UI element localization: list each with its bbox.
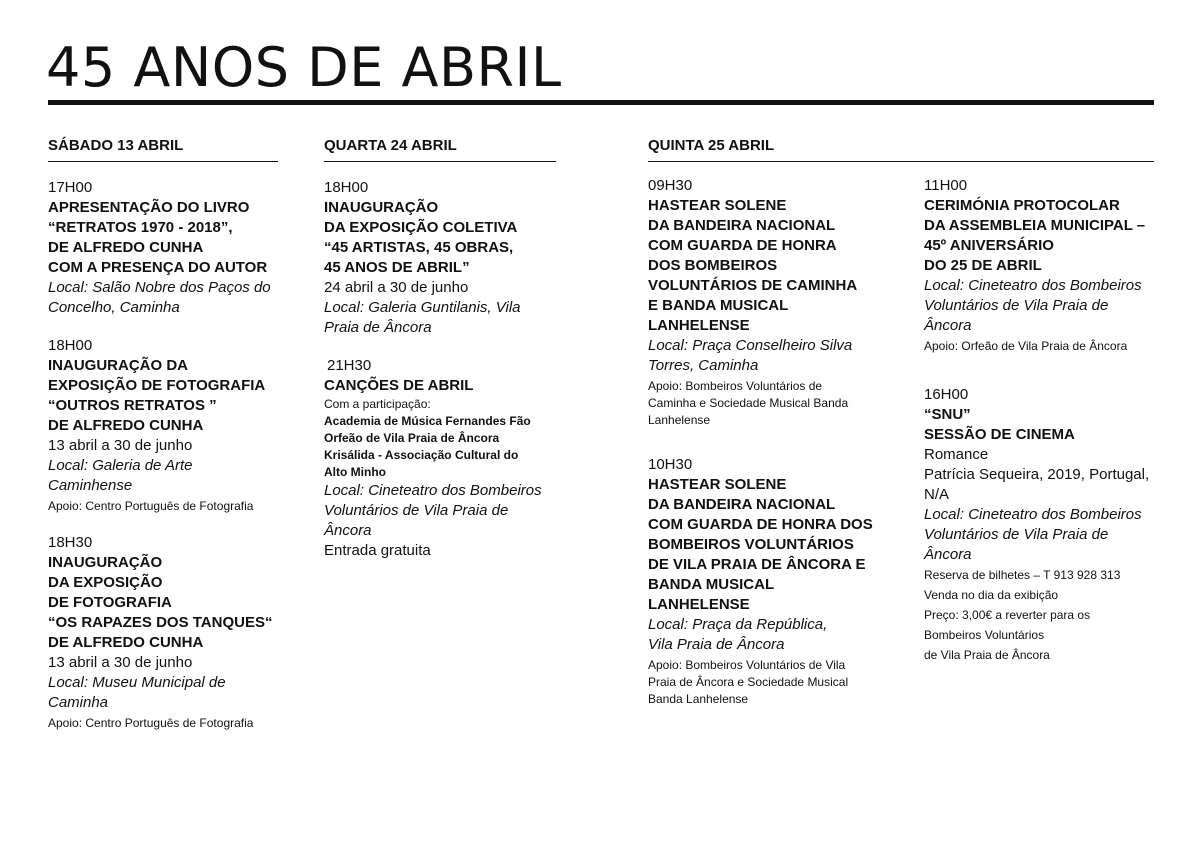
event-time: 17H00 xyxy=(48,179,93,196)
day-header: QUARTA 24 ABRIL xyxy=(324,136,556,162)
column-quinta-right xyxy=(924,176,1156,683)
event-support: Apoio: Bombeiros Voluntários de Caminha e Sociedade Musical Banda Lanhelense xyxy=(648,379,849,427)
column-quinta-left xyxy=(648,176,888,726)
event-time: 21H30 xyxy=(327,357,372,374)
event-time: 11H00 xyxy=(924,177,968,194)
event-support: Apoio: Orfeão de Vila Praia de Âncora xyxy=(924,339,1128,353)
event-location: Local: Galeria Guntilanis, Vila Praia de Âncora xyxy=(324,299,521,336)
column-sabado xyxy=(48,136,278,750)
event-quinta-1100 xyxy=(924,176,1156,355)
event-title: INAUGURAÇÃO DA EXPOSIÇÃO COLETIVA “45 ARTISTAS, 45 OBRAS, 45 ANOS DE ABRIL” xyxy=(324,199,518,276)
event-title: CANÇÕES DE ABRIL xyxy=(324,377,474,394)
event-entry: Entrada gratuita xyxy=(324,542,431,559)
film-info: Romance Patrícia Sequeira, 2019, Portugal, N/A xyxy=(924,446,1150,503)
event-quarta-2130 xyxy=(324,356,556,561)
event-time: 18H30 xyxy=(48,534,93,551)
event-time: 09H30 xyxy=(648,177,693,194)
participants-list: Academia de Música Fernandes Fão Orfeão de Vila Praia de Âncora Krisálida - Associação Cultural do Alto Minho xyxy=(324,414,531,479)
event-location: Local: Cineteatro dos Bombeiros Voluntários de Vila Praia de Âncora xyxy=(324,482,542,539)
ticket-notes: Reserva de bilhetes – T 913 928 313 Venda no dia da exibição Preço: 3,00€ a reverter para os Bombeiros Voluntários de Vila Praia de Âncora xyxy=(924,568,1121,662)
event-location: Local: Praça da República, Vila Praia de Âncora xyxy=(648,616,828,653)
page-title: 45 ANOS DE ABRIL xyxy=(46,36,562,99)
event-sabado-1830 xyxy=(48,533,278,732)
event-quinta-0930 xyxy=(648,176,888,429)
column-quinta xyxy=(648,136,1154,178)
event-dates: 13 abril a 30 de junho xyxy=(48,654,193,671)
event-title: “SNU” SESSÃO DE CINEMA xyxy=(924,406,1075,443)
event-quinta-1030 xyxy=(648,455,888,708)
event-dates: 13 abril a 30 de junho xyxy=(48,437,193,454)
event-time: 16H00 xyxy=(924,386,969,403)
event-sabado-1700 xyxy=(48,178,278,318)
event-title: HASTEAR SOLENE DA BANDEIRA NACIONAL COM GUARDA DE HONRA DOS BOMBEIROS VOLUNTÁRIOS DE CAMINHA E BANDA MUSICAL LANHELENSE xyxy=(648,197,858,334)
day-header: SÁBADO 13 ABRIL xyxy=(48,136,278,162)
event-location: Local: Museu Municipal de Caminha xyxy=(48,674,226,711)
event-location: Local: Cineteatro dos Bombeiros Voluntários de Vila Praia de Âncora xyxy=(924,506,1142,563)
event-dates: 24 abril a 30 de junho xyxy=(324,279,469,296)
event-quinta-1600 xyxy=(924,385,1156,665)
event-sabado-1800 xyxy=(48,336,278,515)
event-support: Apoio: Bombeiros Voluntários de Vila Praia de Âncora e Sociedade Musical Banda Lanhelense xyxy=(648,658,849,706)
event-title: HASTEAR SOLENE DA BANDEIRA NACIONAL COM GUARDA DE HONRA DOS BOMBEIROS VOLUNTÁRIOS DE VILA PRAIA DE ÂNCORA E BANDA MUSICAL LANHELENSE xyxy=(648,476,873,613)
event-title: INAUGURAÇÃO DA EXPOSIÇÃO DE FOTOGRAFIA “OS RAPAZES DOS TANQUES“ DE ALFREDO CUNHA xyxy=(48,554,273,651)
event-title: INAUGURAÇÃO DA EXPOSIÇÃO DE FOTOGRAFIA “OUTROS RETRATOS ” DE ALFREDO CUNHA xyxy=(48,357,266,434)
event-location: Local: Salão Nobre dos Paços do Concelho, Caminha xyxy=(48,279,271,316)
event-time: 10H30 xyxy=(648,456,693,473)
event-time: 18H00 xyxy=(324,179,369,196)
event-location: Local: Cineteatro dos Bombeiros Voluntários de Vila Praia de Âncora xyxy=(924,277,1142,334)
day-header: QUINTA 25 ABRIL xyxy=(648,136,1154,162)
event-support: Apoio: Centro Português de Fotografia xyxy=(48,499,254,513)
participation-intro: Com a participação: xyxy=(324,397,431,411)
event-time: 18H00 xyxy=(48,337,93,354)
column-quarta xyxy=(324,136,556,579)
event-location: Local: Praça Conselheiro Silva Torres, Caminha xyxy=(648,337,853,374)
event-title: APRESENTAÇÃO DO LIVRO “RETRATOS 1970 - 2018”, DE ALFREDO CUNHA COM A PRESENÇA DO AUTOR xyxy=(48,199,268,276)
event-location: Local: Galeria de Arte Caminhense xyxy=(48,457,193,494)
event-support: Apoio: Centro Português de Fotografia xyxy=(48,716,254,730)
event-quarta-1800 xyxy=(324,178,556,338)
title-divider xyxy=(48,100,1154,105)
event-title: CERIMÓNIA PROTOCOLAR DA ASSEMBLEIA MUNICIPAL – 45º ANIVERSÁRIO DO 25 DE ABRIL xyxy=(924,197,1146,274)
